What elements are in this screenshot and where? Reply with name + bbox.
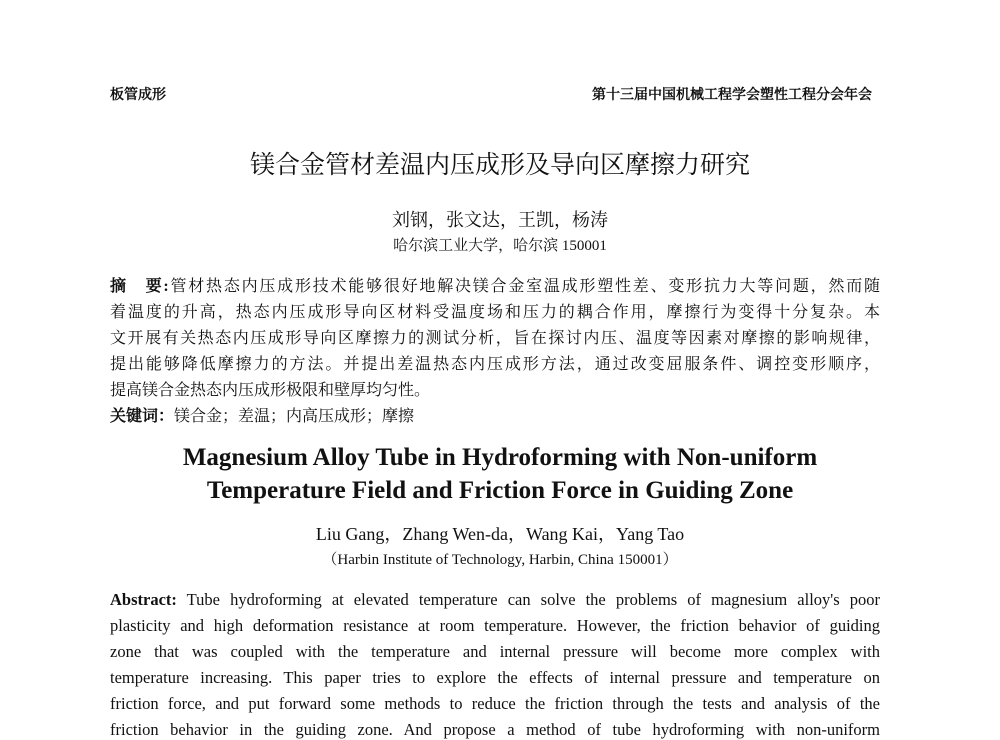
en-abstract-line: temperature increasing. This paper tries to explore the effects of internal pressure and temperature on	[110, 668, 880, 687]
en-abstract-line: Abstract: Tube hydroforming at elevated temperature can solve the problems of magnesium alloy's poor	[110, 590, 880, 609]
en-abstract-line: friction force, and put forward some methods to reduce the friction through the tests and analysis of the	[110, 694, 880, 713]
cn-abstract-line: 着温度的升高，热态内压成形导向区材料受温度场和压力的耦合作用，摩擦行为变得十分复杂。本	[110, 304, 880, 321]
cn-keywords: 关键词：镁合金；差温；内高压成形；摩擦	[110, 408, 415, 425]
en-abstract-label: Abstract:	[110, 590, 177, 609]
cn-abstract-line: 文开展有关热态内压成形导向区摩擦力的测试分析，旨在探讨内压、温度等因素对摩擦的影响规律，	[110, 330, 880, 347]
section-header: 板管成形	[110, 86, 166, 102]
en-title-line2: Temperature Field and Friction Force in Guiding Zone	[206, 477, 794, 504]
en-abstract-line: friction behavior in the guiding zone. And propose a method of tube hydroforming with non-uniform	[110, 720, 880, 739]
cn-affiliation: 哈尔滨工业大学，哈尔滨 150001	[393, 238, 607, 254]
en-title-line1: Magnesium Alloy Tube in Hydroforming with Non-uniform	[182, 444, 818, 471]
conference-header: 第十三届中国机械工程学会塑性工程分会年会	[592, 86, 872, 102]
cn-abstract-line: 提高镁合金热态内压成形极限和壁厚均匀性。	[110, 382, 431, 399]
cn-abstract-line: 摘 要:管材热态内压成形技术能够很好地解决镁合金室温成形塑性差、变形抗力大等问题，然而随	[110, 278, 880, 295]
en-affiliation: （Harbin Institute of Technology, Harbin, China 150001）	[322, 552, 678, 568]
en-abstract-line: plasticity and high deformation resistance at room temperature. However, the friction behavior of guiding	[110, 616, 880, 635]
cn-abstract-line: 提出能够降低摩擦力的方法。并提出差温热态内压成形方法，通过改变屈服条件、调控变形顺序，	[110, 356, 880, 373]
en-abstract-line: zone that was coupled with the temperature and internal pressure will become more complex with	[110, 642, 880, 661]
cn-authors: 刘钢，张文达，王凯，杨涛	[392, 210, 608, 230]
cn-title: 镁合金管材差温内压成形及导向区摩擦力研究	[249, 152, 750, 179]
cn-abstract-label: 摘 要:	[110, 278, 169, 295]
en-authors: Liu Gang，Zhang Wen-da，Wang Kai，Yang Tao	[315, 524, 685, 544]
cn-keywords-label: 关键词：	[110, 408, 175, 425]
